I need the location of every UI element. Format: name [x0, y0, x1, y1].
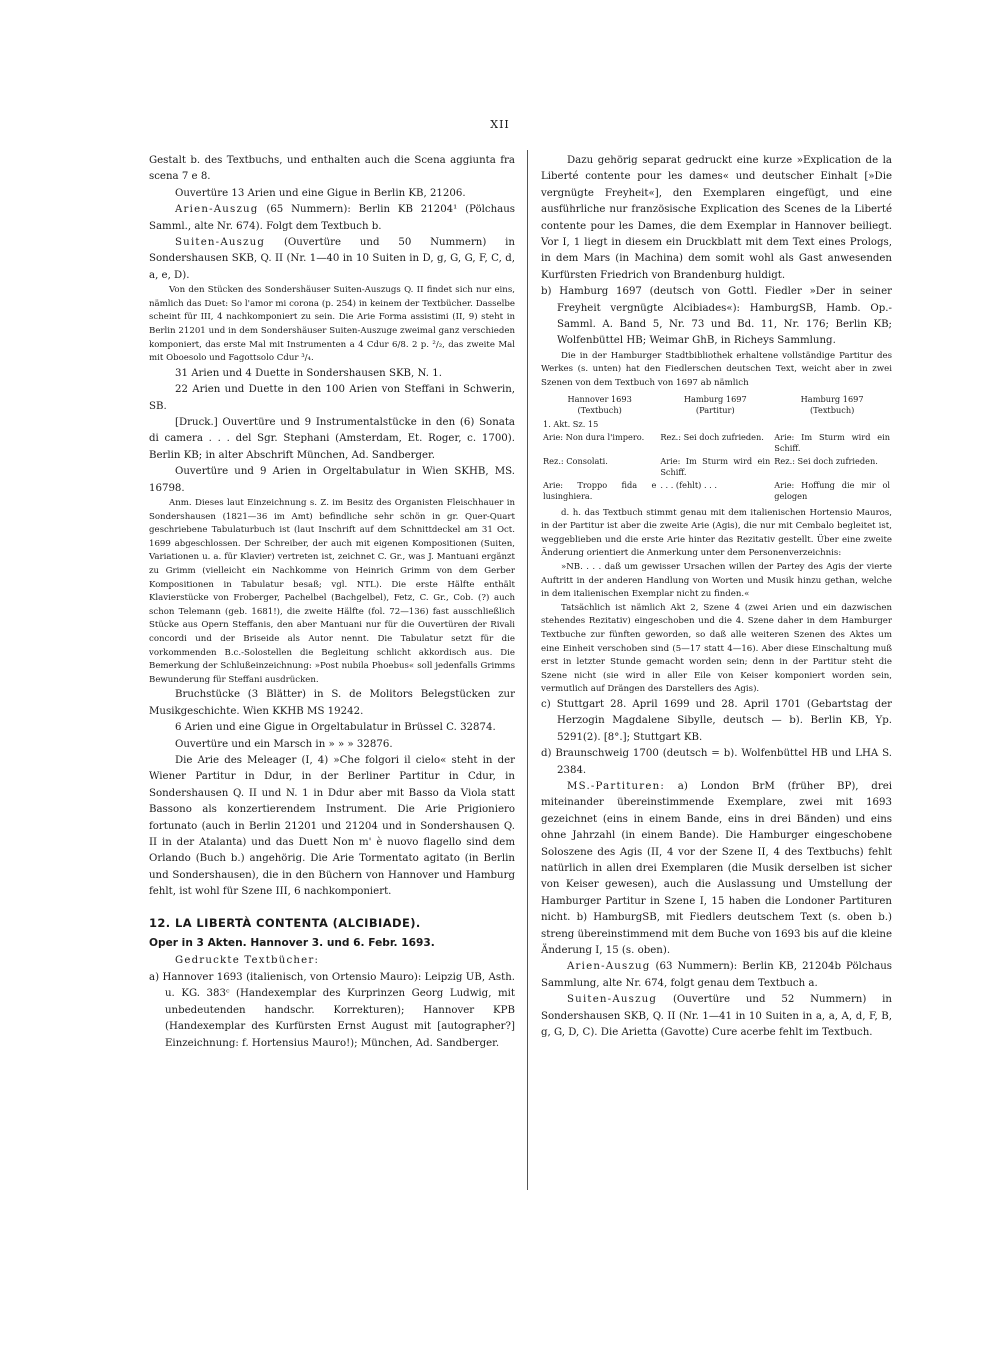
section-subheading: Oper in 3 Akten. Hannover 3. und 6. Febr. 1693. [149, 937, 435, 950]
table-cell: Arie: Hoffung die mir ol gelogen [774, 479, 890, 501]
table-row [541, 479, 892, 503]
paragraph [149, 235, 515, 284]
footnote: Tatsächlich ist nämlich Akt 2, Szene 4 (zwei Arien und ein dazwischen stehendes Rezitativ) eingeschoben und die 4. Szene daher in dem Hamburger Textbuche zur fünften geworden, so daß alle weiteren Szenen des Aktes um eine Einheit verschoben sind (5—17 statt 4—16). Aber diese Einschaltung muß erst in letzter Stunde gemacht worden sein; denn in der Partitur steht die Szene nicht (sie wird in aller Eile von Keiser komponiert worden sein, vermutlich auf Drängen des Darstellers des Agis). [541, 602, 892, 695]
paragraph [541, 779, 892, 959]
ms-partituren-text: a) London BrM (früher BP), drei miteinander übereinstimmende Exemplare, zwei mit 1693 gezeichnet (eins in einem Bande, eins in drei Bänden) und eins ohne Jahrzahl (in einem Bande). Die Hamburger eingeschobene Soloszene des Agis (II, 4 vor der Szene II, 4 des Textbuchs) fehlt natürlich in allen drei Exemplaren (die Musik derselben ist sicher von Keiser gewesen), auch die Auslassung und Umstellung der Hamburger Partitur in Szene I, 15 haben die Londoner Partituren nicht. b) HamburgSB, mit Fiedlers deutschem Text (s. oben b.) streng übereinstimmend mit dem Buche von 1693 bis auf die kleine Änderung I, 15 (s. oben). [541, 781, 893, 957]
paragraph [541, 959, 892, 992]
table-row [541, 431, 892, 455]
list-item: a) Hannover 1693 (italienisch, von Ortensio Mauro): Leipzig UB, Asth. u. KG. 383ᶜ (Handexemplar des Kurprinzen Georg Ludwig, mit unbedeutenden handschr. Korrekturen); Hannover KPB (Handexemplar des Kurfürsten Ernst August mit [autographer?] Einzeichnung: f. Hortensius Mauro!); München, Ad. Sandberger. [149, 971, 515, 1049]
table-header-row [541, 394, 892, 418]
arien-auszug-label: Arien-Auszug [567, 961, 651, 973]
column-divider [527, 150, 528, 1190]
table-cell: Arie: Troppo fida e lusinghiera. [543, 479, 657, 501]
suiten-auszug-text: (Ouvertüre und 50 Nummern) in Sondershausen SKB, Q. II (Nr. 1—40 in 10 Suiten in D, g, G, G, F, C, d, a, e, D). [149, 237, 515, 281]
paragraph: 22 Arien und Duette in den 100 Arien von Steffani in Schwerin, SB. [149, 384, 515, 412]
ms-partituren-label: MS.-Partituren: [567, 781, 665, 792]
paragraph: 6 Arien und eine Gigue in Orgeltabulatur in Brüssel C. 32874. [175, 722, 496, 734]
table-cell: Arie: Im Sturm wird ein Schiff. [660, 455, 771, 477]
printed-textbooks-label: Gedruckte Textbücher: [175, 955, 320, 967]
arien-auszug-label: Arien-Auszug [175, 204, 259, 216]
arien-auszug-text: (63 Nummern): Berlin KB, 21204b Pölchaus Sammlung, alte Nr. 674, folgt genau dem Textbuch a. [541, 961, 892, 989]
paragraph: Ouvertüre und 9 Arien in Orgeltabulatur in Wien SKHB, MS. 16798. [149, 466, 515, 494]
table-cell: Rez.: Consolati. [543, 455, 608, 466]
list-item: c) Stuttgart 28. April 1699 und 28. April 1701 (Gebartstag der Herzogin Magdalene Sibylle, deutsch — b). Berlin KB, Yp. 5291(2). [8°.]; Stuttgart KB. [541, 698, 892, 743]
comparison-table [541, 394, 892, 503]
table-cell: . . . (fehlt) . . . [660, 479, 717, 490]
suiten-auszug-label: Suiten-Auszug [567, 994, 658, 1006]
paragraph: [Druck.] Ouvertüre und 9 Instrumentalstücke in den (6) Sonata di camera . . . del Sgr. Stephani (Amsterdam, Et. Roger, c. 1700). Berlin KB; in alter Abschrift München, Ad. Sandberger. [149, 417, 515, 461]
table-cell: Arie: Non dura l'impero. [543, 431, 645, 442]
footnote: Anm. Dieses laut Einzeichnung s. Z. im Besitz des Organisten Fleischhauer in Sondershausen (1821—36 im Amt) befindliche sehr schön in gr. Quer-Quart geschriebene Tabulaturbuch ist (laut Inschrift auf dem Schnittdeckel am 31 Oct. 1699 abgeschlossen. Der Schreiber, der auch mit eigenen Kompositionen (Suiten, Variationen u. a. für Klavier) vertreten ist, zeichnet C. Gr., was J. Mantuani ergänzt zu Grimm (vielleicht ein Nachkomme von Heinrich Grimm von dem Gerber Kompositionen in Tabulatur besaß; vgl. NTL). Die erste Hälfte enthält Klavierstücke von Froberger, Pachelbel (Bachgelbel), Fetz, C. Gr., Cob. (?) auch schon Telemann (geb. 1681!), die zweite Hälfte (fol. 72—136) fast ausschließlich Stücke aus Opern Steffanis, den aber Mantuani nur für die Ouvertüren der Rivali concordi und der Briseide als Autor nennt. Die Tabulatur setzt für die vorkommenden B.c.-Solostellen die Begleitung schlicht akkordisch aus. Die Bemerkung der Schlußeinzeichnung: »Post nubila Phoebus« soll jedenfalls Grimms Bewunderung für Steffani ausdrücken. [149, 498, 515, 685]
paragraph: Gestalt b. des Textbuchs, und enthalten auch die Scena aggiunta fra scena 7 e 8. [149, 155, 515, 183]
paragraph [541, 992, 892, 1041]
paragraph: Dazu gehörig separat gedruckt eine kurze »Explication de la Liberté contente pour les dames« und deutscher Einhalt [»Die vergnügte Freyheit«], den Exemplaren eingefügt, und eine ausführliche nur französische Explication des Scenes de la Liberté contente pour les Dames, die dem Exemplar in Hannover beiliegt. Vor I, 1 liegt in diesem ein Druckblatt mit dem Text eines Prologs, in dem Mars (in Machina) dem somit wohl als Gast anwesenden Kurfürsten Friedrich von Brandenburg huldigt. [541, 155, 892, 281]
footnote: Von den Stücken des Sondershäuser Suiten-Auszugs Q. II findet sich nur eins, nämlich das Duet: So l'amor mi corona (p. 254) in keinem der Textbücher. Dasselbe scheint für III, 4 nachkomponiert zu sein. Die Arie Forma assistimi (II, 9) steht in Berlin 21201 und in dem Sondershäuser Suiten-Auszuge zweimal ganz verschieden komponiert, das erste Mal mit Instrumenten a 4 Cdur 6/8. 2 p. ²/₂, das zweite Mal mit Oboesolo und Fagottsolo Cdur ³/₄. [149, 285, 515, 364]
paragraph: Bruchstücke (3 Blätter) in S. de Molitors Belegstücken zur Musikgeschichte. Wien KKHB MS 19242. [149, 689, 515, 717]
table-header: Hamburg 1697 (Textbuch) [800, 393, 864, 415]
table-cell: Rez.: Sei doch zufrieden. [774, 455, 878, 466]
suiten-auszug-text: (Ouvertüre und 52 Nummern) in Sondershausen SKB, Q. II (Nr. 1—41 in 10 Suiten in a, a, A, d, F, B, g, G, D, C). Die Arietta (Gavotte) Cure acerbe fehlt im Textbuch. [541, 994, 892, 1039]
paragraph [149, 202, 515, 235]
section-heading: 12. LA LIBERTÀ CONTENTA (ALCIBIADE). [149, 915, 421, 930]
table-row [541, 418, 892, 431]
footnote: d. h. das Textbuch stimmt genau mit dem italienischen Hortensio Mauros, in der Partitur ist aber die zweite Arie (Agis), die nur mit Cembalo begleitet ist, weggeblieben und die erste Arie hinter das Rezitativ gestellt. Über eine zweite Änderung orientiert die Anmerkung unter dem Personenverzeichnis: [541, 507, 892, 559]
paragraph: Die Arie des Meleager (I, 4) »Che folgori il cielo« steht in der Wiener Partitur in Ddur, in der Berliner Partitur in Cdur, in Sondershausen Q. II und N. 1 in Ddur aber mit Basso da Viola statt Bassono als konzertierendem Instrument. Die Arie Prigioniero fortunato (auch in Berlin 21201 und 21204 und in Sondershausen Q. II in der Atalanta) und das Duett Non m' è nuovo flagello sind dem Orlando (Buch b.) angehörig. Die Arie Tormentato agitato (in Berlin und Sondershausen), die in den Büchern von Hannover und Hamburg fehlt, ist wohl für Szene III, 6 nachkomponiert. [149, 755, 515, 898]
table-act-label: 1. Akt. Sz. 15 [543, 418, 599, 429]
arien-auszug-text: (65 Nummern): Berlin KB 21204¹ (Pölchaus Samml., alte Nr. 674). Folgt dem Textbuch b. [149, 204, 516, 232]
suiten-auszug-label: Suiten-Auszug [175, 237, 266, 249]
footnote: Die in der Hamburger Stadtbibliothek erhaltene vollständige Partitur des Werkes (s. unten) hat den Fiedlerschen deutschen Text, weicht aber in zwei Szenen von dem Textbuch von 1697 ab nämlich [541, 350, 892, 389]
paragraph: 31 Arien und 4 Duette in Sondershausen SKB, N. 1. [175, 367, 442, 379]
table-header: Hannover 1693 (Textbuch) [567, 393, 632, 415]
list-item: b) Hamburg 1697 (deutsch von Gottl. Fiedler »Der in seiner Freyheit vergnügte Alcibiades«): HamburgSB, Hamb. Op.-Samml. A. Band 5, Nr. 73 und Bd. 11, Nr. 176; Berlin KB; Wolfenbüttel HB; Weimar GhB, in Richeys Sammlung. [541, 286, 892, 347]
right-column [541, 153, 892, 1042]
table-cell: Rez.: Sei doch zufrieden. [660, 431, 764, 442]
paragraph: Ouvertüre 13 Arien und eine Gigue in Berlin KB, 21206. [175, 187, 466, 199]
list-item: d) Braunschweig 1700 (deutsch = b). Wolfenbüttel HB und LHA S. 2384. [541, 748, 892, 776]
page-number: XII [490, 118, 510, 131]
paragraph: Ouvertüre und ein Marsch in » » » 32876. [175, 738, 393, 750]
table-row [541, 455, 892, 479]
quote: »NB. . . . daß um gewisser Ursachen willen der Partey des Agis der vierte Auftritt in der anderen Handlung von Worten und Musik hinzu gethan, welche in dem italienischen Exemplar nicht zu finden.« [541, 562, 892, 600]
table-header: Hamburg 1697 (Partitur) [683, 393, 747, 415]
table-cell: Arie: Im Sturm wird ein Schiff. [774, 431, 890, 453]
left-column [149, 153, 515, 1052]
